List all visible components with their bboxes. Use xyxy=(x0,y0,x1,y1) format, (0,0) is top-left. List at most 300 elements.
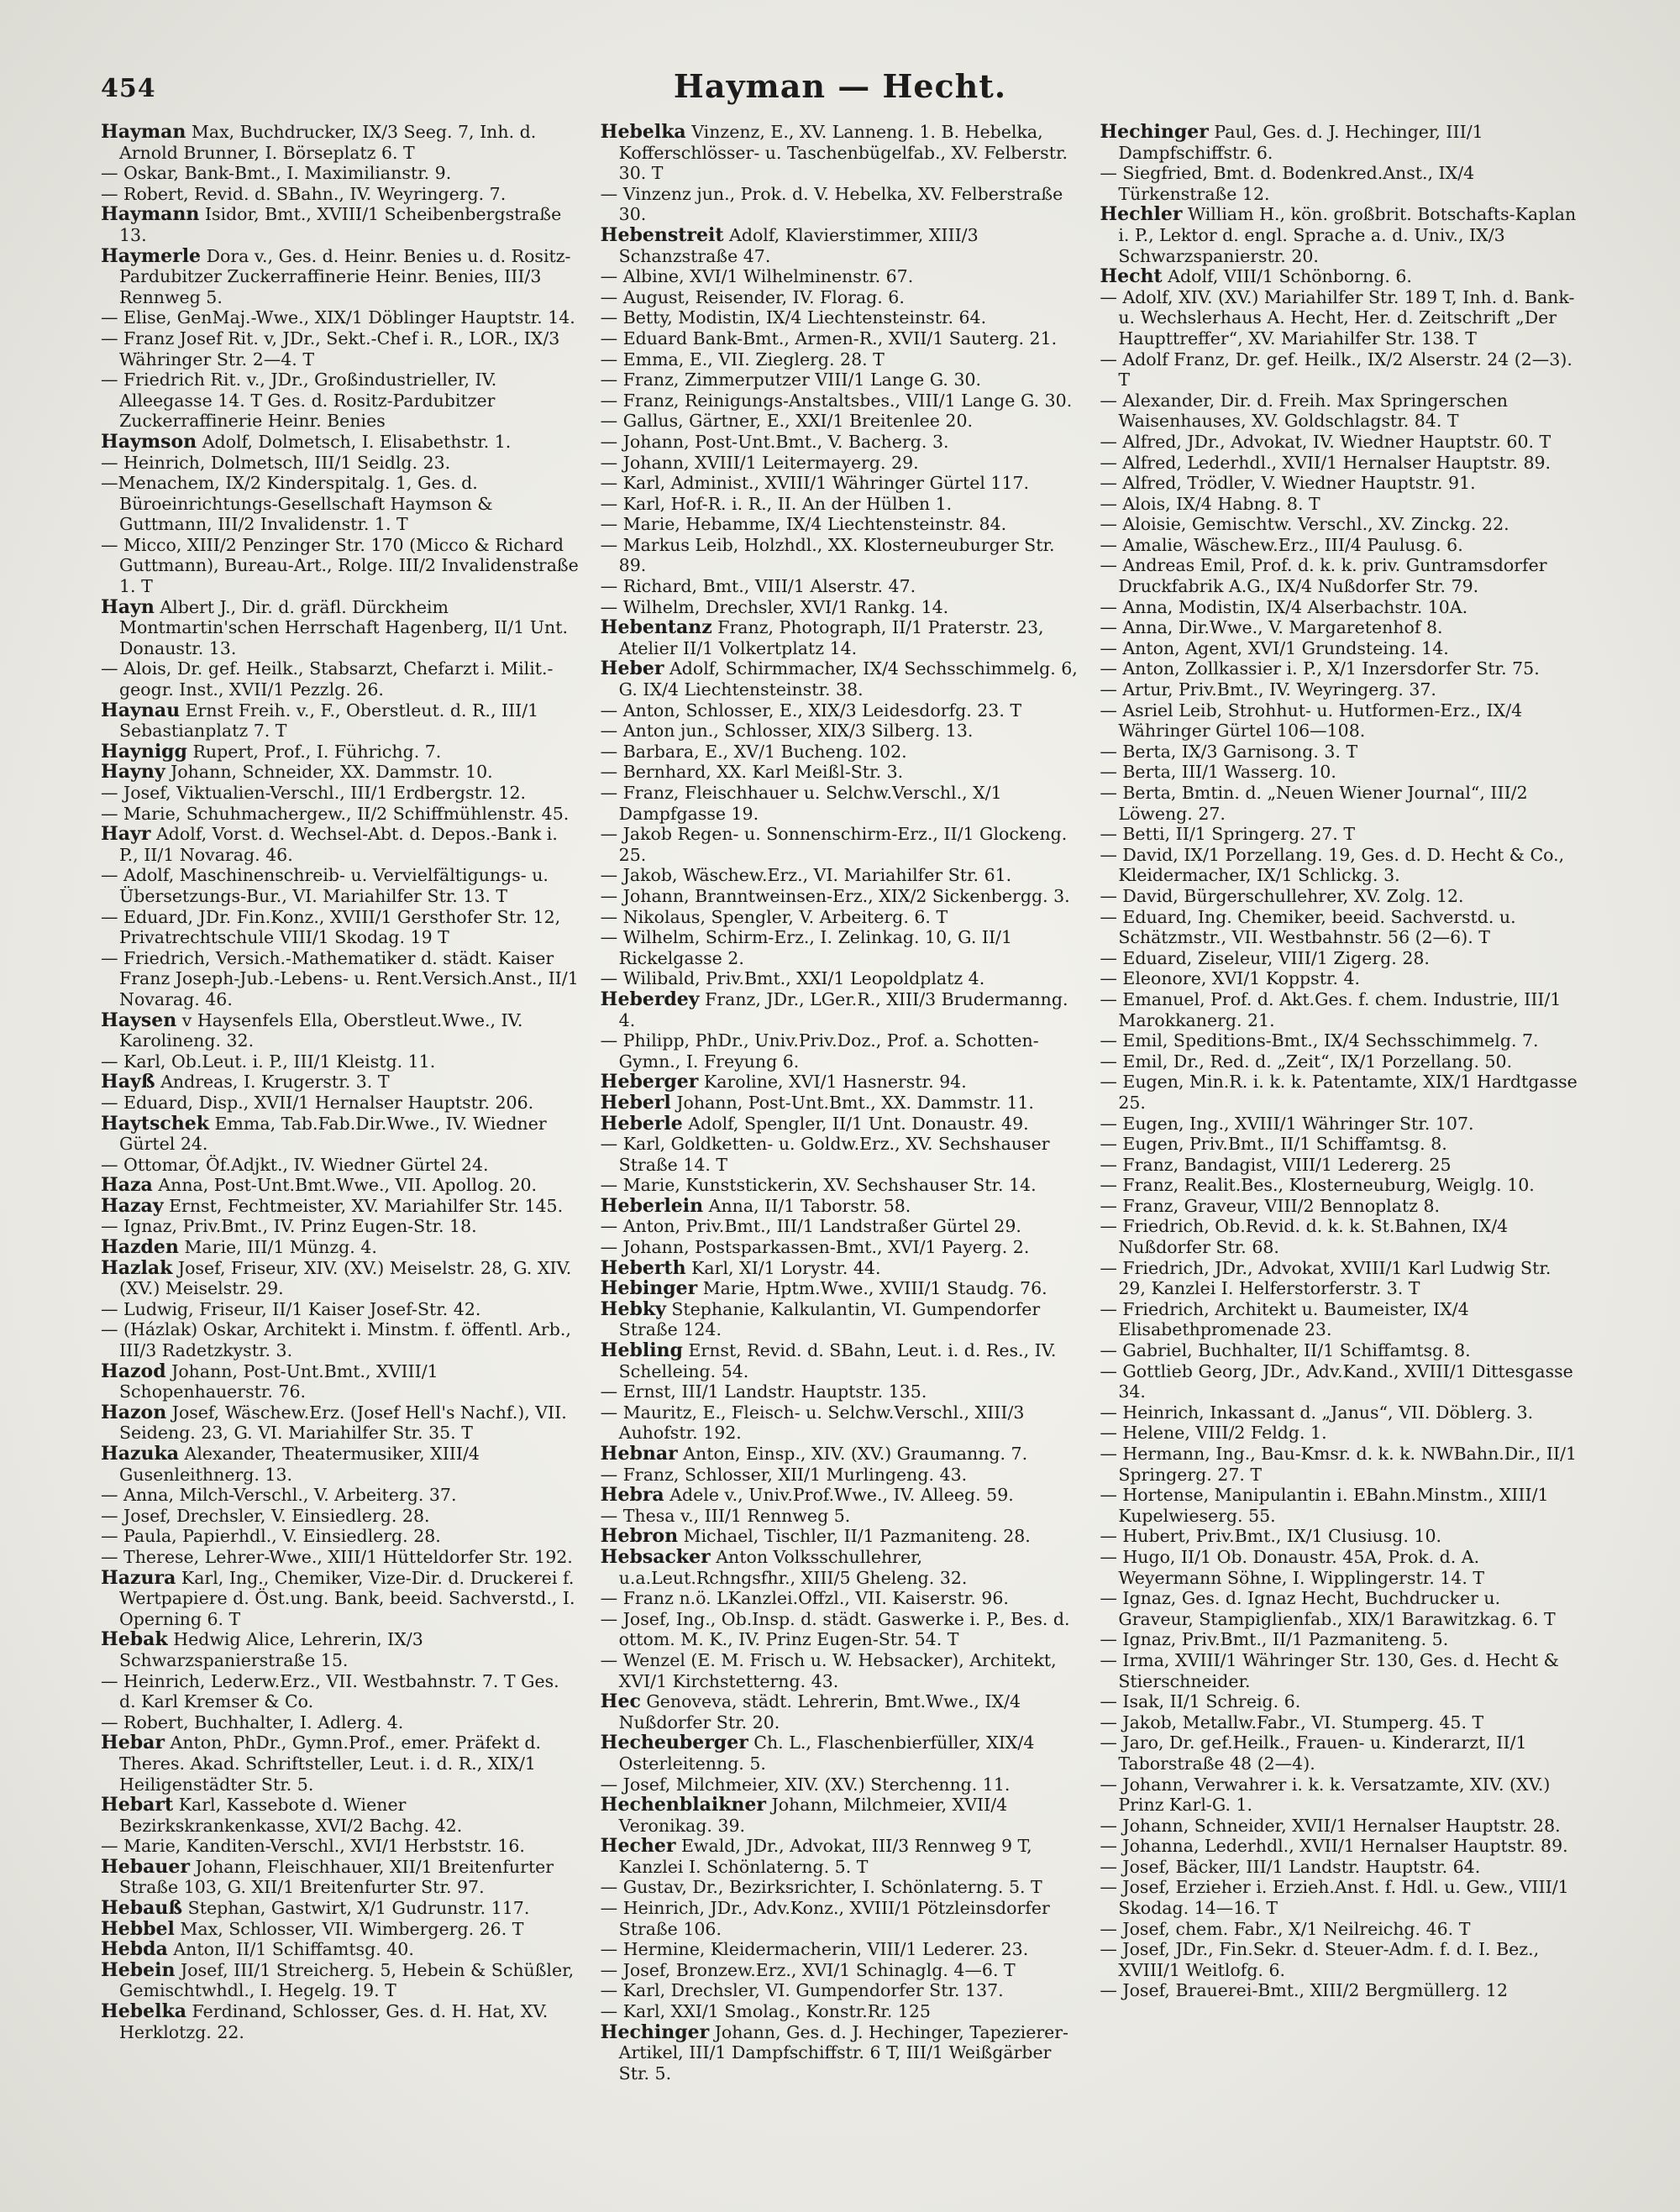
entry-text: Albert J., Dir. d. gräfl. Dürckheim Montmartin'schen Herrschaft Hagenberg, II/1 Unt. Donaustr. 13. xyxy=(119,596,568,658)
entry-text: — Franz Josef Rit. v, JDr., Sekt.-Chef i. R., LOR., IX/3 Währinger Str. 2—4. T xyxy=(101,328,560,370)
entry-text: Johann, Fleischhauer, XII/1 Breitenfurter Straße 103, G. XII/1 Breitenfurter Str. 97. xyxy=(119,1856,554,1898)
directory-entry xyxy=(101,1093,580,1114)
directory-entry xyxy=(601,617,1080,658)
directory-entry xyxy=(1100,907,1579,948)
entry-text: — Eduard, Ing. Chemiker, beeid. Sachverstd. u. Schätzmstr., VII. Westbahnstr. 56 (2—6). T xyxy=(1100,906,1516,948)
directory-entry xyxy=(601,1299,1080,1340)
directory-entry xyxy=(601,370,1080,391)
entry-text: — Wenzel (E. M. Frisch u. W. Hebsacker), Architekt, XVI/1 Kirchstetterng. 43. xyxy=(600,1649,1057,1691)
directory-entry xyxy=(101,453,580,474)
entry-text: Stephanie, Kalkulantin, VI. Gumpendorfer Straße 124. xyxy=(618,1298,1041,1340)
entry-text: — Hubert, Priv.Bmt., IX/1 Clusiusg. 10. xyxy=(1100,1526,1442,1547)
directory-entry xyxy=(601,122,1080,184)
entry-text: Johann, Schneider, XX. Dammstr. 10. xyxy=(165,762,493,783)
directory-entry xyxy=(1100,1402,1579,1423)
entry-text: — Vinzenz jun., Prok. d. V. Hebelka, XV. Felberstraße 30. xyxy=(600,183,1063,225)
directory-entry xyxy=(1100,1774,1579,1816)
directory-entry xyxy=(1100,1196,1579,1217)
directory-entry xyxy=(601,1093,1080,1114)
directory-entry xyxy=(601,927,1080,968)
entry-text: — Helene, VIII/2 Feldg. 1. xyxy=(1100,1423,1327,1444)
entry-text: — Karl, Hof-R. i. R., II. An der Hülben 1. xyxy=(600,493,953,514)
directory-entry xyxy=(601,328,1080,349)
entry-surname: Hebak xyxy=(101,1629,168,1651)
directory-entry xyxy=(101,1216,580,1237)
entry-text: Adele v., Univ.Prof.Wwe., IV. Alleeg. 59. xyxy=(664,1485,1014,1506)
entry-text: — Adolf, Maschinenschreib- u. Vervielfältigungs- u. Übersetzungs-Bur., VI. Mariahilfer Str. 13. T xyxy=(101,865,549,906)
entry-surname: Hebar xyxy=(101,1732,165,1754)
directory-entry xyxy=(1100,700,1579,742)
entry-text: — Alfred, Trödler, V. Wiedner Hauptstr. 91. xyxy=(1100,473,1476,494)
entry-text: — Anton, Priv.Bmt., III/1 Landstraßer Gürtel 29. xyxy=(600,1216,1021,1237)
directory-entry xyxy=(1100,1526,1579,1547)
entry-surname: Haysen xyxy=(101,1009,177,1031)
entry-text: — Friedrich Rit. v., JDr., Großindustrieller, IV. Alleegasse 14. T Ges. d. Rositz-Pardubitzer Zuckerraffinerie Heinr. Benies xyxy=(101,370,497,432)
directory-entry xyxy=(101,1175,580,1196)
entry-text: — Andreas Emil, Prof. d. k. k. priv. Guntramsdorfer Druckfabrik A.G., IX/4 Nußdorfer Str. 79. xyxy=(1100,555,1547,597)
directory-entry xyxy=(101,1506,580,1527)
directory-entry xyxy=(601,865,1080,886)
entry-text: — Betty, Modistin, IX/4 Liechtensteinstr. 64. xyxy=(600,307,987,328)
directory-entry xyxy=(1100,1216,1579,1257)
directory-entry xyxy=(601,535,1080,576)
entry-text: — Friedrich, Ob.Revid. d. k. k. St.Bahnen, IX/4 Nußdorfer Str. 68. xyxy=(1100,1216,1509,1258)
directory-entry xyxy=(1100,597,1579,618)
entry-text: — Friedrich, Architekt u. Baumeister, IX/4 Elisabethpromenade 23. xyxy=(1100,1298,1469,1340)
directory-entry xyxy=(101,1485,580,1506)
directory-entry xyxy=(101,307,580,328)
entry-text: — Ottomar, Öf.Adjkt., IV. Wiedner Gürtel 24. xyxy=(101,1154,489,1175)
directory-entry xyxy=(1100,886,1579,907)
directory-entry xyxy=(101,1526,580,1547)
directory-entry xyxy=(101,824,580,865)
directory-entry xyxy=(101,432,580,453)
entry-surname: Haynigg xyxy=(101,741,187,763)
entry-text: Alexander, Theatermusiker, XIII/4 Gusenleithnerg. 13. xyxy=(119,1444,480,1485)
entry-surname: Hechler xyxy=(1100,204,1183,226)
entry-text: — Emma, E., VII. Zieglerg. 28. T xyxy=(600,349,885,370)
directory-entry xyxy=(101,1898,580,1919)
directory-entry xyxy=(101,1568,580,1630)
directory-entry xyxy=(101,783,580,804)
directory-entry xyxy=(1100,1361,1579,1402)
directory-entry xyxy=(1100,204,1579,266)
directory-entry xyxy=(601,1114,1080,1135)
directory-entry xyxy=(101,1258,580,1299)
entry-surname: Hebinger xyxy=(600,1278,698,1299)
directory-entry xyxy=(1100,1547,1579,1588)
entry-text: Anton Volksschullehrer, u.a.Leut.Rchngsfhr., XIII/5 Gheleng. 32. xyxy=(618,1546,968,1588)
entry-text: Johann, Post-Unt.Bmt., XX. Dammstr. 11. xyxy=(670,1092,1034,1113)
directory-entry xyxy=(1100,1485,1579,1526)
directory-entry xyxy=(601,1030,1080,1072)
directory-entry xyxy=(101,1010,580,1051)
entry-surname: Hebsacker xyxy=(600,1546,711,1568)
entry-text: Stephan, Gastwirt, X/1 Gudrunstr. 117. xyxy=(182,1898,530,1919)
entry-surname: Hazlak xyxy=(101,1257,173,1279)
entry-text: — Karl, XXI/1 Smolag., Konstr.Rr. 125 xyxy=(600,2001,931,2022)
entry-text: — Thesa v., III/1 Rennweg 5. xyxy=(600,1505,851,1526)
entry-surname: Hebentanz xyxy=(600,617,712,639)
entry-text: Marie, III/1 Münzg. 4. xyxy=(178,1237,377,1258)
directory-entry xyxy=(601,1258,1080,1279)
directory-entry xyxy=(601,1134,1080,1175)
directory-entry xyxy=(1100,1155,1579,1176)
directory-entry xyxy=(601,287,1080,308)
entry-surname: Hebron xyxy=(600,1526,679,1547)
entry-surname: Hechinger xyxy=(1100,122,1209,143)
directory-column-left xyxy=(101,122,580,2171)
directory-entry xyxy=(1100,163,1579,204)
directory-entry xyxy=(601,1960,1080,1981)
entry-text: — Johann, Schneider, XVII/1 Hernalser Hauptstr. 28. xyxy=(1100,1815,1561,1836)
directory-entry xyxy=(601,721,1080,742)
entry-text: — Anna, Milch-Verschl., V. Arbeiterg. 37. xyxy=(101,1485,457,1506)
entry-surname: Haytschek xyxy=(101,1113,210,1135)
entry-surname: Hechinger xyxy=(600,2021,710,2043)
directory-entry xyxy=(601,762,1080,783)
entry-text: — Josef, Bronzew.Erz., XVI/1 Schinaglg. 4—6. T xyxy=(600,1959,1016,1980)
entry-text: Marie, Hptm.Wwe., XVIII/1 Staudg. 76. xyxy=(697,1278,1047,1299)
directory-entry xyxy=(1100,535,1579,556)
entry-text: — Betti, II/1 Springerg. 27. T xyxy=(1100,824,1356,845)
directory-entry xyxy=(1100,514,1579,535)
directory-entry xyxy=(1100,1299,1579,1340)
directory-entry xyxy=(601,1237,1080,1258)
directory-entry xyxy=(1100,122,1579,163)
entry-text: — Anna, Dir.Wwe., V. Margaretenhof 8. xyxy=(1100,617,1443,638)
directory-entry xyxy=(1100,1857,1579,1878)
directory-entry xyxy=(601,1216,1080,1237)
entry-text: — Berta, III/1 Wasserg. 10. xyxy=(1100,762,1336,783)
entry-text: — Paula, Papierhdl., V. Einsiedlerg. 28. xyxy=(101,1526,441,1547)
entry-text: — Josef, Milchmeier, XIV. (XV.) Sterchenng. 11. xyxy=(600,1774,1011,1795)
directory-entry xyxy=(601,1381,1080,1402)
directory-entry xyxy=(101,1072,580,1093)
entry-text: Dora v., Ges. d. Heinr. Benies u. d. Rositz-Pardubitzer Zuckerraffinerie Heinr. Benies, III/3 Rennweg 5. xyxy=(119,245,571,307)
directory-entry xyxy=(101,1857,580,1898)
entry-text: v Haysenfels Ella, Oberstleut.Wwe., IV. Karolineng. 32. xyxy=(119,1009,523,1051)
entry-text: — Hortense, Manipulantin i. EBahn.Minstm., XIII/1 Kupelwieserg. 55. xyxy=(1100,1485,1549,1526)
entry-text: — Karl, Ob.Leut. i. P., III/1 Kleistg. 11. xyxy=(101,1051,436,1072)
entry-text: — Karl, Drechsler, VI. Gumpendorfer Str. 137. xyxy=(600,1980,1004,2001)
entry-text: — Karl, Goldketten- u. Goldw.Erz., XV. Sechshauser Straße 14. T xyxy=(600,1134,1050,1175)
entry-text: — Friedrich, Versich.-Mathematiker d. städt. Kaiser Franz Joseph-Jub.-Lebens- u. Rent.Versich.Anst., II/1 Novarag. 46. xyxy=(101,947,579,1009)
entry-text: — Ignaz, Priv.Bmt., II/1 Pazmaniteng. 5. xyxy=(1100,1629,1449,1650)
directory-entry xyxy=(1100,266,1579,287)
directory-entry xyxy=(1100,473,1579,494)
entry-text: — Anton, Zollkassier i. P., X/1 Inzersdorfer Str. 75. xyxy=(1100,658,1540,679)
entry-text: Anton, Einsp., XIV. (XV.) Graumanng. 7. xyxy=(677,1444,1028,1464)
directory-entry xyxy=(601,266,1080,287)
entry-surname: Haymson xyxy=(101,431,197,453)
entry-text: — Gabriel, Buchhalter, II/1 Schiffamtsg. 8. xyxy=(1100,1340,1471,1361)
directory-entry xyxy=(601,1588,1080,1609)
entry-surname: Haza xyxy=(101,1175,153,1196)
directory-entry xyxy=(601,1877,1080,1898)
directory-entry xyxy=(1100,1175,1579,1196)
entry-surname: Haymerle xyxy=(101,245,202,267)
directory-entry xyxy=(601,349,1080,370)
directory-entry xyxy=(1100,658,1579,679)
entry-text: — David, Bürgerschullehrer, XV. Zolg. 12. xyxy=(1100,885,1464,906)
entry-text: — Berta, IX/3 Garnisong. 3. T xyxy=(1100,741,1358,762)
directory-entry xyxy=(1100,391,1579,432)
directory-entry xyxy=(101,1732,580,1795)
directory-entry xyxy=(601,1795,1080,1836)
directory-entry xyxy=(601,576,1080,597)
directory-entry xyxy=(601,1836,1080,1877)
entry-text: — Josef, chem. Fabr., X/1 Neilreichg. 46. T xyxy=(1100,1918,1471,1939)
entry-text: — Aloisie, Gemischtw. Verschl., XV. Zinckg. 22. xyxy=(1100,514,1509,535)
directory-entry xyxy=(1100,948,1579,969)
entry-surname: Heberdey xyxy=(600,988,700,1010)
entry-text: — Jakob Regen- u. Sonnenschirm-Erz., II/1 Glockeng. 25. xyxy=(600,824,1068,865)
entry-text: — Eugen, Priv.Bmt., II/1 Schiffamtsg. 8. xyxy=(1100,1134,1447,1155)
entry-text: — Ignaz, Ges. d. Ignaz Hecht, Buchdrucker u. Graveur, Stampiglienfab., XIX/1 Barawitzkag. 6. T xyxy=(1100,1588,1556,1629)
entry-surname: Hec xyxy=(600,1691,641,1713)
entry-text: — Gottlieb Georg, JDr., Adv.Kand., XVIII/1 Dittesgasse 34. xyxy=(1100,1360,1573,1402)
directory-entry xyxy=(101,122,580,163)
entry-text: — Adolf, XIV. (XV.) Mariahilfer Str. 189 T, Inh. d. Bank- u. Wechslerhaus A. Hecht, Her. d. Zeitschrift „Der Haupttreffer“, XV. Mariahilfer Str. 138. T xyxy=(1100,286,1575,349)
directory-entry xyxy=(1100,1629,1579,1650)
entry-text: — Eleonore, XVI/1 Koppstr. 4. xyxy=(1100,968,1361,989)
entry-text: Adolf, Dolmetsch, I. Elisabethstr. 1. xyxy=(197,431,512,452)
entry-text: — Irma, XVIII/1 Währinger Str. 130, Ges. d. Hecht & Stierschneider. xyxy=(1100,1649,1559,1691)
directory-entry xyxy=(601,453,1080,474)
entry-text: — Elise, GenMaj.-Wwe., XIX/1 Döblinger Hauptstr. 14. xyxy=(101,307,575,328)
directory-entry xyxy=(601,1506,1080,1527)
directory-entry xyxy=(601,514,1080,535)
entry-surname: Hebelka xyxy=(600,122,686,143)
directory-entry xyxy=(1100,1712,1579,1733)
directory-entry xyxy=(101,370,580,432)
directory-entry xyxy=(101,1939,580,1960)
entry-text: — Franz, Fleischhauer u. Selchw.Verschl., X/1 Dampfgasse 19. xyxy=(600,783,1002,824)
directory-entry xyxy=(101,700,580,742)
entry-text: — Oskar, Bank-Bmt., I. Maximilianstr. 9. xyxy=(101,163,452,184)
directory-entry xyxy=(601,907,1080,928)
entry-surname: Hayman xyxy=(101,122,186,143)
entry-text: Johann, Post-Unt.Bmt., XVIII/1 Schopenhauerstr. 76. xyxy=(119,1360,438,1402)
entry-text: — Franz, Bandagist, VIII/1 Ledererg. 25 xyxy=(1100,1154,1452,1175)
entry-surname: Hechenblaikner xyxy=(600,1795,767,1816)
entry-text: — Artur, Priv.Bmt., IV. Weyringerg. 37. xyxy=(1100,679,1436,700)
directory-entry xyxy=(601,1526,1080,1547)
entry-text: Ernst Freih. v., F., Oberstleut. d. R., III/1 Sebastianplatz 7. T xyxy=(119,700,539,742)
directory-entry xyxy=(601,1072,1080,1093)
directory-entry xyxy=(601,1485,1080,1506)
directory-entry xyxy=(101,1960,580,2001)
entry-text: Paul, Ges. d. J. Hechinger, III/1 Dampfschiffstr. 6. xyxy=(1118,122,1483,163)
entry-text: — Asriel Leib, Strohhut- u. Hutformen-Erz., IX/4 Währinger Gürtel 106—108. xyxy=(1100,700,1523,742)
entry-text: Max, Buchdrucker, IX/3 Seeg. 7, Inh. d. Arnold Brunner, I. Börseplatz 6. T xyxy=(119,122,537,163)
entry-text: — Franz, Schlosser, XII/1 Murlingeng. 43. xyxy=(600,1464,968,1485)
entry-text: — Marie, Schuhmachergew., II/2 Schiffmühlenstr. 45. xyxy=(101,803,570,824)
entry-surname: Hebelka xyxy=(101,2001,187,2023)
entry-text: Anna, II/1 Taborstr. 58. xyxy=(703,1195,911,1216)
directory-entry xyxy=(101,907,580,948)
directory-entry xyxy=(1100,1816,1579,1837)
directory-columns xyxy=(101,122,1579,2171)
entry-text: — Josef, JDr., Fin.Sekr. d. Steuer-Adm. f. d. I. Bez., XVIII/1 Weitlofg. 6. xyxy=(1100,1939,1540,1980)
entry-surname: Hazay xyxy=(101,1195,164,1217)
directory-entry xyxy=(101,1155,580,1176)
directory-entry xyxy=(101,473,580,535)
directory-entry xyxy=(101,1299,580,1320)
entry-text: — Anton, Agent, XVI/1 Grundsteing. 14. xyxy=(1100,637,1449,658)
directory-entry xyxy=(601,1898,1080,1939)
directory-entry xyxy=(1100,1444,1579,1485)
directory-entry xyxy=(1100,287,1579,349)
entry-text: — Therese, Lehrer-Wwe., XIII/1 Hütteldorfer Str. 192. xyxy=(101,1546,573,1567)
entry-surname: Heberl xyxy=(600,1092,671,1114)
directory-entry xyxy=(101,204,580,245)
entry-text: — Barbara, E., XV/1 Bucheng. 102. xyxy=(600,741,907,762)
directory-entry xyxy=(101,1836,580,1857)
entry-text: Josef, Wäschew.Erz. (Josef Hell's Nachf.), VII. Seideng. 23, G. VI. Mariahilfer Str. 35. T xyxy=(119,1402,567,1444)
entry-text: — Franz, Graveur, VIII/2 Bennoplatz 8. xyxy=(1100,1195,1441,1216)
directory-entry xyxy=(101,2001,580,2042)
directory-entry xyxy=(601,1175,1080,1196)
directory-entry xyxy=(601,225,1080,266)
entry-text: Rupert, Prof., I. Führichg. 7. xyxy=(186,741,442,762)
entry-text: — Gustav, Dr., Bezirksrichter, I. Schönlaterng. 5. T xyxy=(600,1877,1042,1898)
entry-text: Ernst, Fechtmeister, XV. Mariahilfer Str. 145. xyxy=(163,1195,564,1216)
entry-text: William H., kön. großbrit. Botschafts-Kaplan i. P., Lektor d. engl. Sprache a. d. Univ., IX/3 Schwarzspanierstr. 20. xyxy=(1118,204,1577,266)
entry-text: — Alexander, Dir. d. Freih. Max Springerschen Waisenhauses, XV. Goldschlagstr. 84. T xyxy=(1100,390,1508,432)
directory-entry xyxy=(101,1671,580,1712)
page-title: Hayman — Hecht. xyxy=(673,67,1007,105)
directory-entry xyxy=(1100,742,1579,763)
entry-surname: Hecheuberger xyxy=(600,1732,748,1754)
entry-text: — Emanuel, Prof. d. Akt.Ges. f. chem. Industrie, III/1 Marokkanerg. 21. xyxy=(1100,988,1562,1030)
directory-entry xyxy=(1100,1980,1579,2001)
entry-surname: Hayß xyxy=(101,1072,155,1093)
directory-entry xyxy=(601,1980,1080,2001)
directory-entry xyxy=(1100,1423,1579,1444)
entry-text: — Wilhelm, Schirm-Erz., I. Zelinkag. 10, G. II/1 Rickelgasse 2. xyxy=(600,927,1013,968)
directory-entry xyxy=(101,948,580,1010)
entry-text: Andreas, I. Krugerstr. 3. T xyxy=(155,1072,390,1093)
directory-entry xyxy=(1100,1836,1579,1857)
directory-entry xyxy=(1100,617,1579,638)
directory-entry xyxy=(1100,1051,1579,1072)
entry-text: — Eduard, JDr. Fin.Konz., XVIII/1 Gersthofer Str. 12, Privatrechtschule VIII/1 Skodag. 19 T xyxy=(101,906,561,948)
entry-text: —Menachem, IX/2 Kinderspitalg. 1, Ges. d. Büroeinrichtungs-Gesellschaft Haymson & Guttmann, III/2 Invalidenstr. 1. T xyxy=(101,473,493,535)
entry-text: Johann, Milchmeier, XVII/4 Veronikag. 39. xyxy=(618,1795,1008,1836)
entry-surname: Hebda xyxy=(101,1939,168,1960)
entry-text: — (Házlak) Oskar, Architekt i. Minstm. f. öffentl. Arb., III/3 Radetzkystr. 3. xyxy=(101,1319,571,1361)
entry-text: Franz, Photograph, II/1 Praterstr. 23, Atelier II/1 Volkertplatz 14. xyxy=(618,617,1044,658)
directory-entry xyxy=(601,1196,1080,1217)
directory-entry xyxy=(601,1732,1080,1774)
entry-surname: Heber xyxy=(600,658,664,680)
directory-entry xyxy=(101,804,580,825)
directory-entry xyxy=(601,1547,1080,1588)
directory-entry xyxy=(1100,1732,1579,1774)
entry-text: Max, Schlosser, VII. Wimbergerg. 26. T xyxy=(174,1918,524,1939)
entry-text: Michael, Tischler, II/1 Pazmaniteng. 28. xyxy=(678,1526,1031,1547)
directory-entry xyxy=(101,1795,580,1836)
directory-entry xyxy=(601,2022,1080,2084)
entry-text: — Wilhelm, Drechsler, XVI/1 Rankg. 14. xyxy=(600,596,949,617)
directory-entry xyxy=(1100,349,1579,391)
directory-entry xyxy=(1100,762,1579,783)
directory-entry xyxy=(601,989,1080,1030)
directory-entry xyxy=(1100,1072,1579,1113)
directory-entry xyxy=(1100,1877,1579,1918)
directory-entry xyxy=(101,1237,580,1258)
directory-entry xyxy=(601,1939,1080,1960)
entry-text: Adolf, VIII/1 Schönborng. 6. xyxy=(1162,266,1412,287)
entry-text: — Berta, Bmtin. d. „Neuen Wiener Journal“, III/2 Löweng. 27. xyxy=(1100,783,1528,824)
directory-entry xyxy=(1100,494,1579,515)
entry-text: — Robert, Revid. d. SBahn., IV. Weyringerg. 7. xyxy=(101,183,507,204)
directory-entry xyxy=(601,432,1080,453)
entry-surname: Hebauß xyxy=(101,1898,183,1919)
directory-entry xyxy=(601,391,1080,411)
directory-entry xyxy=(101,762,580,783)
directory-entry xyxy=(601,307,1080,328)
directory-entry xyxy=(1100,845,1579,886)
entry-surname: Hebein xyxy=(101,1959,176,1981)
directory-column-middle xyxy=(601,122,1080,2171)
entry-text: — Anton jun., Schlosser, XIX/3 Silberg. 13. xyxy=(600,721,974,742)
directory-entry xyxy=(1100,1919,1579,1940)
directory-entry xyxy=(601,783,1080,824)
entry-text: Johann, Ges. d. J. Hechinger, Tapezierer-Artikel, III/1 Dampfschiffstr. 6 T, III/1 Weißgärber Str. 5. xyxy=(618,2021,1068,2084)
entry-surname: Hecht xyxy=(1100,266,1163,287)
entry-text: — Gallus, Gärtner, E., XXI/1 Breitenlee 20. xyxy=(600,411,974,432)
entry-surname: Hazden xyxy=(101,1237,179,1258)
entry-text: — Alois, IX/4 Habng. 8. T xyxy=(1100,493,1320,514)
entry-surname: Hayr xyxy=(101,824,151,846)
directory-entry xyxy=(101,1547,580,1568)
page-number: 454 xyxy=(101,74,156,103)
directory-entry xyxy=(1100,1939,1579,1980)
entry-text: Hedwig Alice, Lehrerin, IX/3 Schwarzspanierstraße 15. xyxy=(119,1629,423,1670)
entry-surname: Hebbel xyxy=(101,1918,175,1940)
directory-entry xyxy=(101,1361,580,1402)
entry-surname: Heberlein xyxy=(600,1195,704,1217)
entry-text: Karl, Kassebote d. Wiener Bezirkskrankenkasse, XVI/2 Bachg. 42. xyxy=(119,1795,463,1836)
entry-text: — Johann, Verwahrer i. k. k. Versatzamte, XIV. (XV.) Prinz Karl-G. 1. xyxy=(1100,1774,1551,1816)
directory-entry xyxy=(601,1774,1080,1795)
directory-entry xyxy=(101,535,580,597)
entry-text: Vinzenz, E., XV. Lanneng. 1. B. Hebelka, Kofferschlösser- u. Taschenbügelfab., XV. Felberstr. 30. T xyxy=(618,122,1068,184)
directory-entry xyxy=(601,1402,1080,1444)
directory-entry xyxy=(601,1444,1080,1465)
entry-text: — Ernst, III/1 Landstr. Hauptstr. 135. xyxy=(600,1381,927,1402)
directory-entry xyxy=(601,1650,1080,1691)
entry-text: — Alfred, JDr., Advokat, IV. Wiedner Hauptstr. 60. T xyxy=(1100,431,1551,452)
entry-text: — Marie, Hebamme, IX/4 Liechtensteinstr. 84. xyxy=(600,514,1007,535)
directory-entry xyxy=(1100,1340,1579,1361)
entry-text: — Karl, Administ., XVIII/1 Währinger Gürtel 117. xyxy=(600,473,1030,494)
entry-text: — Josef, Bäcker, III/1 Landstr. Hauptstr. 64. xyxy=(1100,1856,1481,1877)
directory-entry xyxy=(101,742,580,763)
entry-text: — Jaro, Dr. gef.Heilk., Frauen- u. Kinderarzt, II/1 Taborstraße 48 (2—4). xyxy=(1100,1732,1527,1774)
directory-entry xyxy=(101,1051,580,1072)
directory-entry xyxy=(601,411,1080,432)
entry-text: — Eduard, Ziseleur, VIII/1 Zigerg. 28. xyxy=(1100,947,1430,968)
entry-text: — Josef, Ing., Ob.Insp. d. städt. Gaswerke i. P., Bes. d. ottom. M. K., IV. Prinz Eugen-Str. 54. T xyxy=(600,1608,1070,1650)
directory-entry xyxy=(601,1278,1080,1299)
entry-surname: Heberth xyxy=(600,1257,686,1279)
directory-entry xyxy=(1100,1258,1579,1299)
entry-text: — Franz, Zimmerputzer VIII/1 Lange G. 30. xyxy=(600,370,982,391)
